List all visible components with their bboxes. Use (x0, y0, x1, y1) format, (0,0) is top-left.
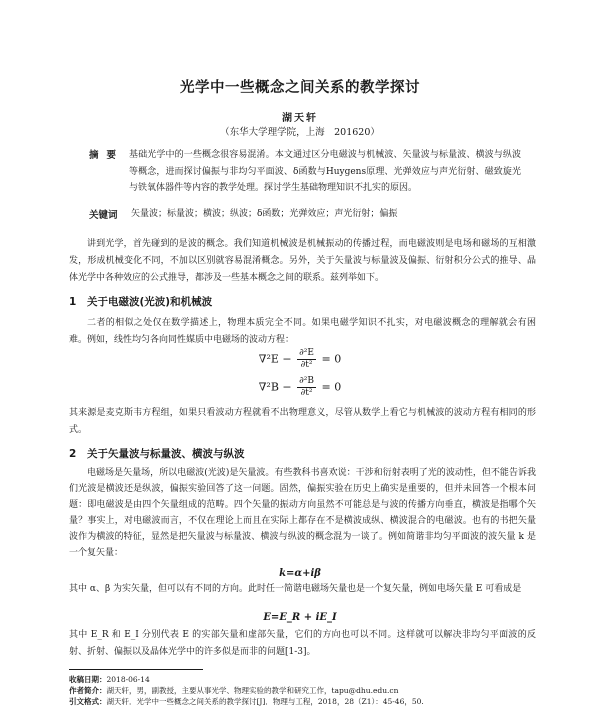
author-name: 湖天轩 (282, 113, 318, 124)
section-2-paragraph-1: 电磁场是矢量场，所以电磁波(光波)是矢量波。有些教科书喜欢说：干涉和衍射表明了光的波动性，但不能告诉我们光波是横波还是纵波，偏振实验回答了这一问题。固然，偏振实验在历史上确实是重要的，但并未回答一个根本问题：即电磁波是由四个矢量组成的范畴。四个矢量的振动方向虽然不可能总是与波的传播方向垂直，横波是指哪个矢量？事实上，对电磁波而言，不仅在理论上而且在实际上都存在不是横波成纵、横波混合的电磁波。也有的书把矢量波作为横波的特征，显然是把矢量波与标量波、横波与纵波的概念混为一谈了。例如简谐非均匀平面波的波矢量 k 是一个复矢量： (69, 468, 536, 558)
equation-2-denominator: ∂t² (300, 388, 313, 398)
equation-2-numerator: ∂²B (299, 376, 315, 386)
footnote-citation-label: 引文格式： (69, 697, 107, 706)
section-1-paragraph-2: 其来源是麦克斯韦方程组，如果只看波动方程就看不出物理意义，尽管从数学上看它与机械波的波动方程有相同的形式。 (69, 408, 536, 435)
keywords-text: 矢量波；标量波；横波；纵波；δ函数；光弹效应；声光衍射；偏振 (131, 209, 398, 219)
equation-1-fraction (297, 348, 316, 371)
equation-3: k=α+iβ (279, 568, 321, 579)
footnote-citation-text: 湖天轩．光学中一些概念之间关系的教学探讨[J]．物理与工程，2018，28（Z1）：45-46，50. (106, 697, 424, 706)
equation-2 (0, 376, 600, 399)
footnote-received-label: 收稿日期： (69, 675, 107, 684)
footnote-rule (69, 669, 203, 670)
equation-1-lhs: ∇²E − (258, 352, 292, 366)
abstract-label: 摘要 (89, 150, 125, 161)
section-1-number: 1 (69, 296, 77, 308)
equation-1 (0, 348, 600, 371)
author-affiliation: （东华大学理学院，上海 201620） (220, 127, 380, 138)
footnote-citation (69, 696, 536, 707)
section-1-heading (69, 294, 212, 309)
section-2-paragraph-2: 其中 α、β 为实矢量，但可以有不同的方向。此时任一简谐电磁场矢量也是一个复矢量，例如电场矢量 E 可看成是 (69, 584, 522, 594)
section-2-heading (69, 446, 245, 461)
equation-2-rhs: = 0 (321, 380, 342, 394)
section-1-title: 关于电磁波(光波)和机械波 (87, 296, 213, 308)
equation-2-lhs: ∇²B − (258, 380, 292, 394)
section-2-number: 2 (69, 448, 77, 460)
footnote-author-bio-text: 湖天轩，男，副教授，主要从事光学、物理实验的教学和研究工作，tapu@dhu.edu.cn (106, 686, 399, 695)
equation-1-numerator: ∂²E (299, 348, 314, 358)
keywords-label: 关键词 (89, 210, 118, 221)
paper-title: 光学中一些概念之间关系的教学探讨 (180, 80, 420, 96)
equation-1-denominator: ∂t² (300, 360, 313, 370)
section-2-title: 关于矢量波与标量波、横波与纵波 (87, 448, 245, 460)
equation-4: E=E_R + iE_I (263, 612, 337, 623)
footnote-received-text: 2018-06-14 (106, 675, 150, 684)
equation-2-fraction (297, 376, 316, 399)
footnote-author-bio-label: 作者简介： (69, 686, 107, 695)
equation-1-rhs: = 0 (321, 352, 342, 366)
section-2-paragraph-3: 其中 E_R 和 E_I 分别代表 E 的实部矢量和虚部矢量，它们的方向也可以不同。这样就可以解决非均匀平面波的反射、折射、偏振以及晶体光学中的许多似是而非的问题[1-3]。 (69, 630, 536, 657)
abstract-text: 基础光学中的一些概念很容易混淆。本文通过区分电磁波与机械波、矢量波与标量波、横波与纵波等概念，进而探讨偏振与非均匀平面波、δ函数与Huygens原理、光弹效应与声光衍射、磁致旋光与铁氧体器件等内容的教学处理。探讨学生基础物理知识不扎实的原因。 (129, 150, 521, 193)
footnote-author-bio (69, 685, 536, 696)
section-1-paragraph-1: 二者的相似之处仅在数学描述上，物理本质完全不同。如果电磁学知识不扎实，对电磁波概念的理解就会有困难。例如，线性均匀各向同性媒质中电磁场的波动方程： (69, 318, 536, 345)
footnote-received (69, 674, 536, 685)
intro-paragraph: 讲到光学，首先碰到的是波的概念。我们知道机械波是机械振动的传播过程，而电磁波则是电场和磁场的互相激发，形成机械变化不同，不加以区别就容易混淆概念。另外，关于矢量波与标量波及偏振、衍射积分公式的推导、晶体光学中各种效应的公式推导，都涉及一些基本概念之间的联系。兹列举如下。 (69, 239, 536, 283)
